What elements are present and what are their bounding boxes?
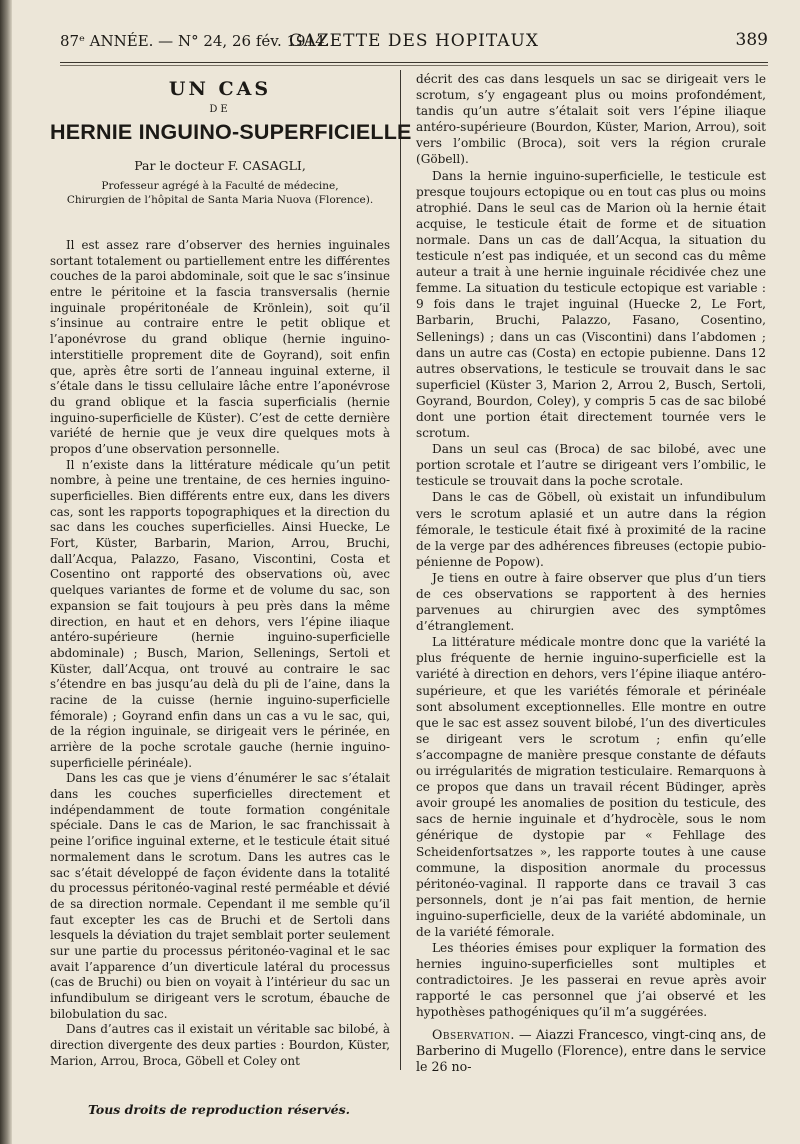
paragraph: Dans les cas que je viens d’énumérer le sac s’étalait dans les couches superficielles directement et indépendamment de toute formation congénitale spéciale. Dans le cas de Marion, le sac franchissait à peine l’orifice inguinal externe, et le testicule était situé normalement dans le scrotum. Dans les autres cas le sac s’était développé de façon évidente dans la totalité du processus péritonéo-vaginal resté perméable et dévié de sa direction normale. Cependant il me semble qu’il faut excepter les cas de Bruchi et de Sertoli dans lesquels la déviation du trajet semblait porter seulement sur une partie du processus péritonéo-vaginal et le sac avait l’apparence d’un diverticule latéral du processus (cas de Bruchi) ou bien on voyait à l’intérieur du sac un infundibulum se dirigeant vers le scrotum, ébauche de bilobulation du sac. xyxy=(50,771,390,1021)
header-rule xyxy=(60,62,768,63)
observation-label: Observation. xyxy=(432,1026,515,1042)
rights-notice: Tous droits de reproduction réservés. xyxy=(88,1102,350,1117)
column-divider xyxy=(400,70,401,1070)
paragraph: Dans la hernie inguino-superficielle, le testicule est presque toujours ectopique ou en tout cas plus ou moins atrophié. Dans le seul cas de Marion où la hernie était acquise, le testicule était de forme et de situation normale. Dans un cas de dall’Acqua, la situation du testicule n’est pas indiquée, et un second cas du même auteur a trait à une hernie inguinale récidivée chez une femme. La situation du testicule ectopique est variable : 9 fois dans le trajet inguinal (Huecke 2, Le Fort, Barbarin, Bruchi, Palazzo, Fasano, Cosentino, Sellenings) ; dans un cas (Viscontini) dans l’abdomen ; dans un autre cas (Costa) en ectopie pubienne. Dans 12 autres observations, le testicule se trouvait dans le sac superficiel (Küster 3, Marion 2, Arrou 2, Busch, Sertoli, Goyrand, Bourdon, Coley), y compris 5 cas de sac bilobé dont une portion était directement tournée vers le scrotum. xyxy=(416,168,766,441)
paragraph: La littérature médicale montre donc que la variété la plus fréquente de hernie inguino-superficielle est la variété à direction en dehors, vers l’épine iliaque antéro-supérieure, et que les variétés fémorale et périnéale sont absolument exceptionnelles. Elle montre en outre que le sac est assez souvent bilobé, l’un des diverticules se dirigeant vers le scrotum ; enfin qu’elle s’accompagne de manière presque constante de défauts ou irrégularités de migration testiculaire. Remarquons à ce propos que dans un travail récent Büdinger, après avoir groupé les anomalies de position du testicule, des sacs de hernie inguinale et d’hydrocèle, sous le nom générique de dystopie par « Fehllage des Scheidenfortsatzes », les rapporte toutes à une cause commune, la disposition anormale du processus péritonéo-vaginal. Il rapporte dans ce travail 3 cas personnels, dont je n’ai pas fait mention, de hernie inguino-superficielle, deux de la variété abdominale, un de la variété fémorale. xyxy=(416,635,766,939)
issue-info: 87ᵉ ANNÉE. — N° 24, 26 fév. 1914. xyxy=(60,32,330,50)
journal-title: GAZETTE DES HOPITAUX xyxy=(288,31,539,51)
paragraph: Dans d’autres cas il existait un véritable sac bilobé, à direction divergente des deux parties : Bourdon, Küster, Marion, Arrou, Broca, Göbell et Coley ont xyxy=(50,1022,390,1068)
affiliation-line-1: Professeur agrégé à la Faculté de médecine, xyxy=(101,180,339,192)
left-column xyxy=(50,238,390,1069)
title-line-1: UN CAS xyxy=(168,78,272,100)
page-binding-edge xyxy=(0,0,12,1144)
paragraph: Il n’existe dans la littérature médicale qu’un petit nombre, à peine une trentaine, de ces hernies inguino-superficielles. Bien différents entre eux, dans les divers cas, sont les rapports topographiques et la direction du sac dans les couches superficielles. Ainsi Huecke, Le Fort, Küster, Barbarin, Marion, Arrou, Bruchi, dall’Acqua, Palazzo, Fasano, Viscontini, Costa et Cosentino ont rapporté des observations où, avec quelques variantes de forme et de volume du sac, son expansion se fait toujours à peu près dans la même direction, en haut et en dehors, vers l’épine iliaque antéro-supérieure (hernie inguino-superficielle abdominale) ; Busch, Marion, Sellenings, Sertoli et Küster, dall’Acqua, ont trouvé au contraire le sac s’étendre en bas jusqu’au delà du pli de l’aine, dans la racine de la cuisse (hernie inguino-superficielle fémorale) ; Goyrand enfin dans un cas a vu le sac, qui, de la région inguinale, se dirigeait vers le périnée, en arrière de la poche scrotale gauche (hernie inguino-superficielle périnéale). xyxy=(50,457,390,770)
right-column xyxy=(416,71,766,1075)
paragraph: Je tiens en outre à faire observer que plus d’un tiers de ces observations se rapportent à des hernies parvenues au chirurgien avec des symptômes d’étranglement. xyxy=(416,570,766,634)
affiliation-line-2: Chirurgien de l’hôpital de Santa Maria Nuova (Florence). xyxy=(66,194,374,206)
title-line-2: DE xyxy=(209,104,231,115)
author-line: Par le docteur F. CASAGLI, xyxy=(134,158,306,173)
paragraph: Dans un seul cas (Broca) de sac bilobé, avec une portion scrotale et l’autre se dirigeant vers l’ombilic, le testicule se trouvait dans la poche scrotale. xyxy=(416,442,766,489)
article-title: HERNIE INGUINO-SUPERFICIELLE xyxy=(50,120,412,144)
page-header xyxy=(60,26,768,60)
paragraph: Dans le cas de Göbell, où existait un infundibulum vers le scrotum aplasié et un autre dans la région fémorale, le testicule était fixé à proximité de la racine de la verge par des adhérences fibreuses (ectopie pubio-pénienne de Popow). xyxy=(416,490,766,569)
observation-text: — Aiazzi Francesco, vingt-cinq ans, de Barberino di Mugello (Florence), entre dans le service le 26 no- xyxy=(416,1026,766,1074)
paragraph: Il est assez rare d’observer des hernies inguinales sortant totalement ou partiellement entre les différentes couches de la paroi abdominale, soit que le sac s’insinue entre le péritoine et la fascia transversalis (hernie inguinale propéritonéale de Krönlein), soit qu’il s’insinue au contraire entre le petit oblique et l’aponévrose du grand oblique (hernie inguino-interstitielle proprement dite de Goyrand), soit enfin que, après être sorti de l’anneau inguinal externe, il s’étale dans le tissu cellulaire lâche entre l’aponévrose du grand oblique et la fascia superficialis (hernie inguino-superficielle de Küster). C’est de cette dernière variété de hernie que je veux dire quelques mots à propos d’une observation personnelle. xyxy=(50,238,390,456)
article-title-block xyxy=(50,74,412,207)
paragraph: décrit des cas dans lesquels un sac se dirigeait vers le scrotum, s’y engageant plus ou moins profondément, tandis qu’un autre s’étalait soit vers l’épine iliaque antéro-supérieure (Bourdon, Küster, Marion, Arrou), soit vers l’ombilic (Broca), soit vers la région crurale (Göbell). xyxy=(416,72,766,167)
paragraph: Les théories émises pour expliquer la formation des hernies inguino-superficielles sont multiples et contradictoires. Je les passerai en revue après avoir rapporté le cas personnel que j’ai observé et les hypothèses pathogéniques qu’il m’a suggérées. xyxy=(416,941,766,1020)
author-affiliation xyxy=(50,179,390,207)
header-rule-thin xyxy=(60,65,768,66)
page-number: 389 xyxy=(735,30,768,50)
observation-paragraph xyxy=(416,1027,766,1075)
